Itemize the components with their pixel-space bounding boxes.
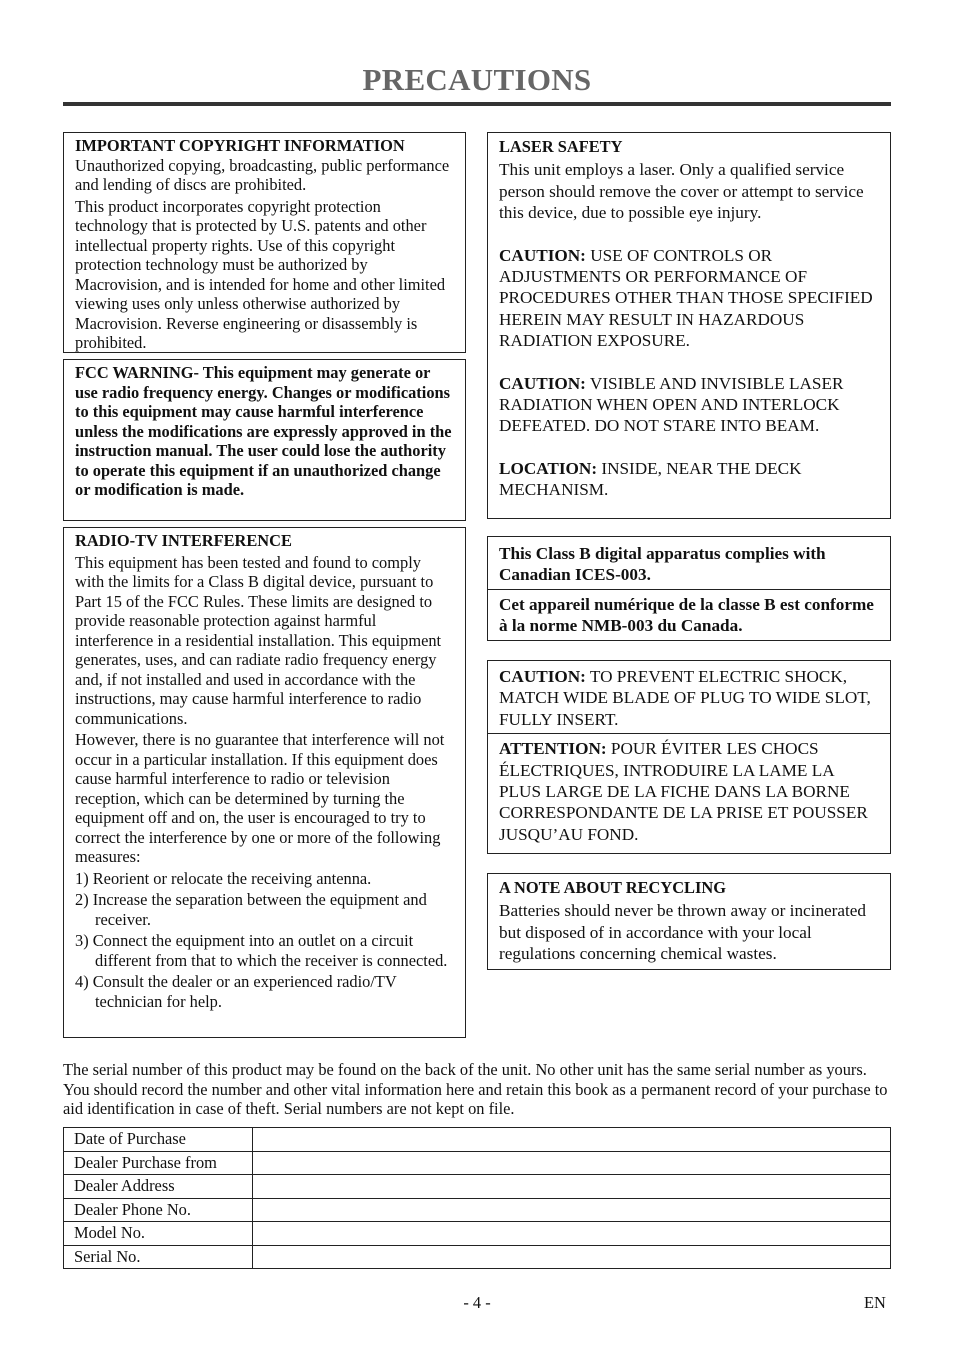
laser-location [499, 458, 879, 501]
attention-text: POUR ÉVITER LES CHOCS ÉLECTRIQUES, INTRODUIRE LA LAME LA PLUS LARGE DE LA FICHE DANS LA BORNE CORRESPONDANTE DE LA PRISE ET POUSSER JUSQU’AU FOND. [499, 739, 868, 844]
title-rule [63, 102, 891, 106]
caution-text: TO PREVENT ELECTRIC SHOCK, MATCH WIDE BLADE OF PLUG TO WIDE SLOT, FULLY INSERT. [499, 667, 871, 729]
radio-tv-box [63, 527, 466, 1038]
purchase-record-table [63, 1127, 891, 1269]
row-label: Model No. [64, 1222, 253, 1246]
caution-label: CAUTION: [499, 667, 586, 686]
copyright-para-1: Unauthorized copying, broadcasting, public performance and lending of discs are prohibited. [75, 155, 450, 194]
record-field[interactable] [253, 1198, 891, 1222]
caution-text: USE OF CONTROLS OR ADJUSTMENTS OR PERFORMANCE OF PROCEDURES OTHER THAN THOSE SPECIFIED HEREIN MAY RESULT IN HAZARDOUS RADIATION EXPOSURE. [499, 245, 873, 351]
table-row [64, 1175, 891, 1199]
recycling-heading: A NOTE ABOUT RECYCLING [499, 878, 726, 897]
record-field[interactable] [253, 1245, 891, 1269]
table-row [64, 1222, 891, 1246]
class-b-english: This Class B digital apparatus complies with Canadian ICES-003. [499, 544, 826, 585]
shock-attention-section [488, 733, 890, 845]
row-label: Serial No. [64, 1245, 253, 1269]
recycling-box [487, 873, 891, 970]
radio-tv-para-1: This equipment has been tested and found to comply with the limits for a Class B digital device, pursuant to Part 15 of the FCC Rules. These limits are designed to provide reasonable protection against harmful interference in a residential installation. This equipment generates, uses, and can radiate radio frequency energy and, if not installed and used in accordance with the instructions, may cause harmful interference to radio communications. [75, 552, 442, 728]
list-item: 2) Increase the separation between the equipment and receiver. [75, 890, 427, 929]
copyright-heading: IMPORTANT COPYRIGHT INFORMATION [75, 136, 405, 155]
table-row [64, 1245, 891, 1269]
laser-safety-box [487, 132, 891, 519]
row-label: Dealer Address [64, 1175, 253, 1199]
recycling-text: Batteries should never be thrown away or incinerated but disposed of in accordance with your local regulations concerning chemical wastes. [499, 901, 867, 964]
radio-tv-heading: RADIO-TV INTERFERENCE [75, 531, 292, 550]
caution-label: CAUTION: [499, 245, 586, 265]
location-text: INSIDE, NEAR THE DECK MECHANISM. [499, 458, 802, 500]
fcc-warning-box [63, 359, 466, 521]
laser-safety-intro: This unit employs a laser. Only a qualified service person should remove the cover or attempt to service this device, due to possible eye injury. [499, 160, 864, 223]
radio-tv-para-2: However, there is no guarantee that interference will not occur in a particular installation. If this equipment does cause harmful interference to radio or television reception, which can be determined by turning the equipment off and on, the user is encouraged to try to correct the interference by one or more of the following measures: [75, 730, 445, 866]
record-field[interactable] [253, 1175, 891, 1199]
fcc-warning-text: FCC WARNING- This equipment may generate or use radio frequency energy. Changes or modifications to this equipment may cause harmful interference unless the modifications are expressly approved in the instruction manual. The user could lose the authority to operate this equipment if an unauthorized change or modification is made. [75, 363, 452, 499]
record-field[interactable] [253, 1128, 891, 1152]
laser-caution-1 [499, 245, 879, 352]
list-item: 4) Consult the dealer or an experienced radio/TV technician for help. [75, 972, 397, 1011]
shock-caution [499, 666, 879, 730]
laser-caution-2 [499, 373, 879, 437]
record-field[interactable] [253, 1151, 891, 1175]
row-label: Dealer Purchase from [64, 1151, 253, 1175]
location-label: LOCATION: [499, 458, 598, 478]
class-b-box [487, 536, 891, 641]
table-row [64, 1198, 891, 1222]
electric-shock-box [487, 660, 891, 854]
row-label: Date of Purchase [64, 1128, 253, 1152]
caution-text: VISIBLE AND INVISIBLE LASER RADIATION WHEN OPEN AND INTERLOCK DEFEATED. DO NOT STARE INTO BEAM. [499, 373, 844, 436]
record-field[interactable] [253, 1222, 891, 1246]
laser-safety-heading: LASER SAFETY [499, 137, 623, 156]
language-code: EN [864, 1293, 886, 1312]
table-row [64, 1128, 891, 1152]
page-title: PRECAUTIONS [362, 62, 592, 97]
class-b-french: Cet appareil numérique de la classe B est conforme à la norme NMB-003 du Canada. [499, 594, 874, 636]
shock-attention [499, 738, 879, 845]
measures-list [75, 869, 454, 1012]
class-b-french-section [488, 589, 890, 637]
list-item: 1) Reorient or relocate the receiving antenna. [75, 868, 372, 888]
serial-number-note: The serial number of this product may be found on the back of the unit. No other unit has the same serial number as yours. You should record the number and other vital information here and retain this book as a permanent record of your purchase to aid identification in case of theft. Serial numbers are not kept on file. [63, 1060, 888, 1118]
copyright-para-2: This product incorporates copyright protection technology that is protected by U.S. patents and other intellectual property rights. Use of this copyright protection technology must be authorized by Macrovision, and is intended for home and other limited viewing uses only unless otherwise authorized by Macrovision. Reverse engineering or disassembly is prohibited. [75, 196, 446, 352]
list-item: 3) Connect the equipment into an outlet on a circuit different from that to which the receiver is connected. [75, 931, 448, 970]
attention-label: ATTENTION: [499, 739, 607, 759]
page-number: - 4 - [463, 1293, 491, 1312]
table-row [64, 1151, 891, 1175]
caution-label: CAUTION: [499, 373, 586, 393]
row-label: Dealer Phone No. [64, 1198, 253, 1222]
copyright-box [63, 132, 466, 353]
